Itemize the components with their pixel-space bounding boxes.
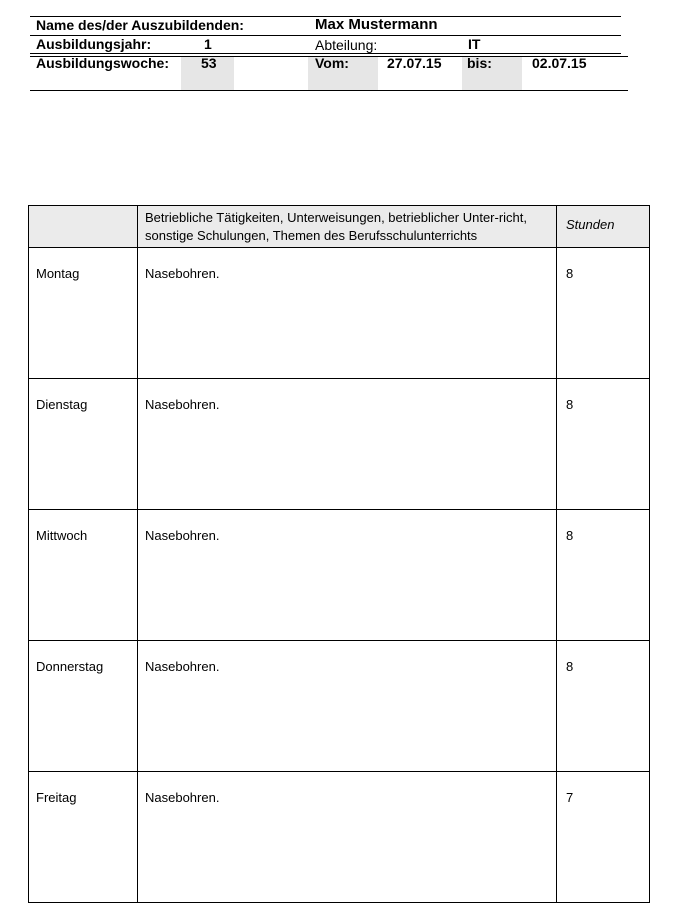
table-header-row xyxy=(29,206,650,248)
to-label: bis: xyxy=(467,55,492,71)
to-value: 02.07.15 xyxy=(532,55,587,71)
day-cell: Montag xyxy=(29,248,138,379)
table-row xyxy=(29,641,650,772)
table-row xyxy=(29,510,650,641)
year-value: 1 xyxy=(204,36,212,52)
year-label: Ausbildungsjahr: xyxy=(36,36,152,52)
activity-cell: Nasebohren. xyxy=(138,510,557,641)
activity-cell: Nasebohren. xyxy=(138,641,557,772)
header-rule-2 xyxy=(30,53,621,54)
header-bottom-rule xyxy=(30,90,628,91)
table-row xyxy=(29,248,650,379)
department-label: Abteilung: xyxy=(315,37,378,53)
hours-cell: 7 xyxy=(557,772,650,903)
hours-cell: 8 xyxy=(557,379,650,510)
name-value: Max Mustermann xyxy=(315,16,438,33)
activity-cell: Nasebohren. xyxy=(138,379,557,510)
week-value: 53 xyxy=(201,55,217,71)
day-cell: Mittwoch xyxy=(29,510,138,641)
header-activities-cell: Betriebliche Tätigkeiten, Unterweisungen, betrieblicher Unter-richt, sonstige Schulungen, Themen des Berufsschulunterrichts xyxy=(138,206,557,248)
table-row xyxy=(29,379,650,510)
day-cell: Donnerstag xyxy=(29,641,138,772)
name-label: Name des/der Auszubildenden: xyxy=(36,17,244,33)
week-label: Ausbildungswoche: xyxy=(36,55,169,71)
from-value: 27.07.15 xyxy=(387,55,442,71)
header-day-cell xyxy=(29,206,138,248)
department-value: IT xyxy=(468,36,481,52)
header-hours-cell: Stunden xyxy=(557,206,650,248)
activity-cell: Nasebohren. xyxy=(138,248,557,379)
table-row xyxy=(29,772,650,903)
hours-cell: 8 xyxy=(557,641,650,772)
weekly-report-table xyxy=(28,205,650,903)
hours-cell: 8 xyxy=(557,248,650,379)
from-label: Vom: xyxy=(315,55,349,71)
activity-cell: Nasebohren. xyxy=(138,772,557,903)
hours-cell: 8 xyxy=(557,510,650,641)
day-cell: Freitag xyxy=(29,772,138,903)
day-cell: Dienstag xyxy=(29,379,138,510)
